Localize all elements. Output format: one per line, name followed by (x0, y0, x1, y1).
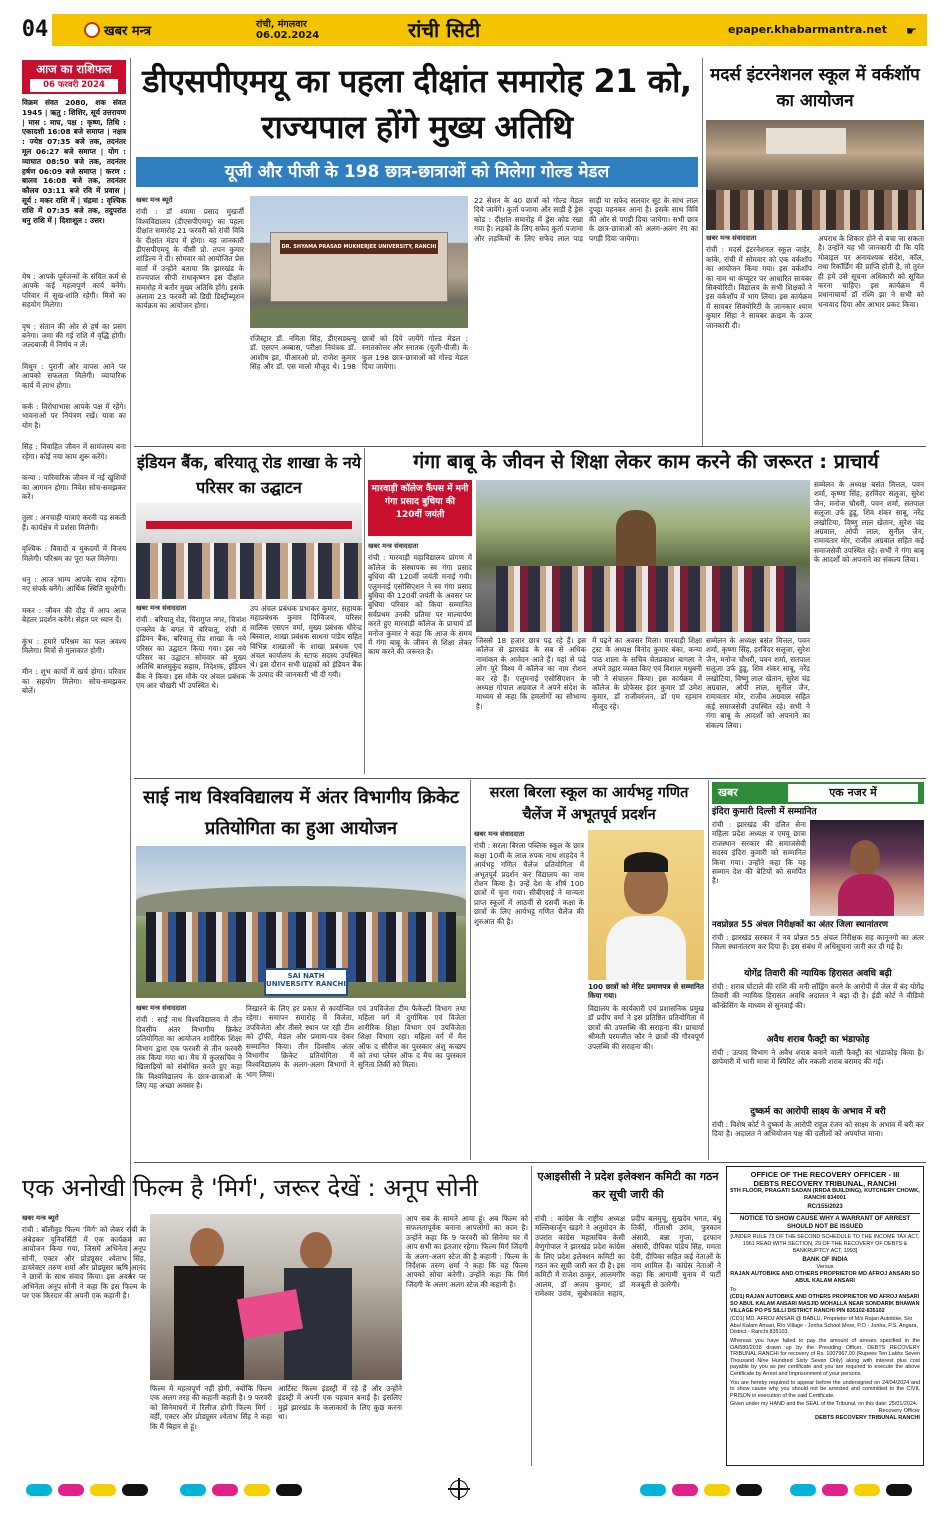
rashifal-item: वृष : संतान की ओर से हर्ष का प्रसंग बनेगा। जमा की गई राशि में वृद्धि होगी। जल्दबाजी में निर्णय न लें। (22, 321, 126, 350)
mothers-text-a-body: रांची : मदर्स इंटरनेशनल स्कूल जाहेर, कांके, रांची में सोमवार को एक वर्कशॉप का आयोजन किया गया। इस वर्कशॉप का नाम था कंप्यूटर पर आधारित सायबर सिक्योरिटी। विद्यालय के सभी शिक्षकों ने इस वर्कशॉप में भाग लिया। इस कार्यक्रम में सायबर सिक्योरिटी के जानकार श्याम कुमार सिंहा ने सायबर क्राइम के ऊपर जानकारी दी। (706, 245, 812, 330)
film-text-a (22, 1214, 146, 1464)
news-short-text-1: रांची : झारखंड की दलित सेना महिला प्रदेश अध्यक्ष व एमयू छात्रा राजस्थान सरकार की समाजसेवी सदस्य इंदिरा कुमारी को सम्मानित किया गया। उन्होंने कहा कि यह सम्मान देश की बेटियों को समर्पित है। (712, 820, 806, 886)
notice-body-2: You are hereby required to appear before the undersigned on 24/04/2024 and to show cause why you should not be arrested and committed to the CIVIL PRISON in execution of the said Certificate. (730, 1379, 920, 1399)
news-short-title-2: नवप्रोन्नत 55 अंचल निरीक्षकों का अंतर जिला स्थानांतरण (712, 920, 888, 930)
rashifal-header (22, 60, 126, 94)
ganga-byline: खबर मन्त्र संवाददाता (368, 542, 419, 550)
rashifal-date: 06 फरवरी 2024 (30, 79, 118, 92)
lead-text-mid: रजिस्ट्रार डॉ. नमिता सिंह, डीएसडब्ल्यू डॉ. एसएन अब्बास, परीक्षा नियंत्रक डॉ. आशीष झा, पीआरओ प्रो. राजेश कुमार सिंह और डॉ. एस मालो मौजूद थे। 198 छात्रों को दिये जायेंगे गोल्ड मेडल : स्नातकोत्तर और स्नातक (यूजी-पीजी) के कुल 198 छात्र-छात्राओं को गोल्ड मेडल दिया जायेगा। (250, 334, 468, 372)
aicc-text: रांची : कांग्रेस के राष्ट्रीय अध्यक्ष मल्लिकार्जुन खड़गे ने अनुमोदन के उपरांत कांग्रेस महासचिव केसी वेणुगोपाल ने झारखंड प्रदेश कांग्रेस के लिए प्रदेश इलेक्शन कमिटी का गठन कर सूची जारी कर दी है। इस कमिटी में राजेश ठाकुर, आलमगीर आलम, डॉ अजय कुमार, डॉ रामेश्वर उरांव, सुबोधकांत सहाय, प्रदीप बलमुचू, सुखदेव भगत, बंधु तिर्की, गीताश्री उरांव, फुरकान अंसारी, बन्ना गुप्ता, इरफान अंसारी, दीपिका पांडेय सिंह, ममता देवी, दीपिका सहित कई नेताओं के नाम शामिल हैं। कांग्रेस नेताओं ने कहा कि आगामी चुनाव में पार्टी मजबूती से उतरेगी। (535, 1214, 721, 1299)
news-short-label: खबर (718, 786, 738, 799)
workshop-photo (706, 120, 924, 230)
rashifal-item: धनु : आज भाग्य आपके साथ रहेगा। नए संपर्क बनेंगे। आर्थिक स्थिति सुधरेगी। (22, 574, 126, 594)
city-day: रांची, मंगलवार (256, 19, 307, 30)
indian-bank-text-a (136, 604, 246, 774)
panchang-text: विक्रम संवत 2080, शक संवत 1945 | ऋतु : शिशिर, सूर्य उत्तरायण | मास : माघ, पक्ष : कृष्ण, तिथि : एकादशी 16:08 बजे समाप्त | नक्षत्र : ज्येष्ठ 07:35 बजे तक, तदनंतर मूल 06:27 बजे समाप्त | योग : व्याघात 08:50 बजे तक, तदनंतर हर्षण 06:09 बजे समाप्त | करण : बालव 16:08 बजे तक, तदनंतर कौलव 03:11 बजे रवि में प्रवास | सूर्य : मकर राशि में | चंद्रमा : वृश्चिक राशि में 07:35 बजे तक, तदुपरांत धनु राशि में | दिशाशूल : उत्तर। (22, 98, 126, 225)
lead-byline: खबर मन्त्र ब्यूरो (136, 196, 173, 204)
masthead (18, 14, 927, 46)
column-divider (702, 58, 703, 446)
news-short-text-4: रांची : उत्पाद विभाग ने अवैध शराब बनाने वाली फैक्ट्री का भंडाफोड़ किया है। छापेमारी में भारी मात्रा में स्पिरिट और नकली शराब बरामद की गई। (712, 1048, 924, 1067)
film-byline: खबर मन्त्र ब्यूरो (22, 1214, 59, 1222)
rashifal-item: कुंभ : हमारे परिश्रम का फल अवश्य मिलेगा। मित्रों से मुलाकात होगी। (22, 636, 126, 655)
footer-color-bar (0, 1478, 945, 1517)
sainath-text-a-body: रांची : साईं नाथ विश्वविद्यालय में तीन दिवसीय अंतर विभागीय क्रिकेट प्रतियोगिता का आयोजन शारीरिक शिक्षा विभाग द्वारा एक फरवरी से तीन फरवरी तक किया गया था। मैच में कुलसचिव ने खिलाड़ियों को संबोधित करते हुए कहा कि विश्वविद्यालय के छात्र-छात्राओं के लिए यह अच्छा अवसर है। (136, 1015, 242, 1091)
notice-header-2: DEBTS RECOVERY TRIBUNAL, RANCHI (753, 1179, 897, 1188)
aicc-headline: एआइसीसी ने प्रदेश इलेक्शन कमिटी का गठन कर सूची जारी की (537, 1170, 719, 1201)
sarla-headline: सरला बिरला स्कूल का आर्यभट्ट गणित चैलेंज में अभूतपूर्व प्रदर्शन (489, 785, 689, 823)
film-event-photo (150, 1214, 402, 1380)
column-divider (364, 448, 365, 774)
issue-date: 06.02.2024 (256, 30, 320, 41)
rashifal-item: तुला : अनचाही यात्राएं करनी पड़ सकती हैं। कार्यक्षेत्र में प्रशंसा मिलेगी। (22, 513, 126, 532)
notice-party-1: BANK OF INDIA (802, 1257, 848, 1264)
column-divider (531, 1166, 532, 1466)
row-divider (134, 778, 926, 779)
notice-given: Given under my HAND and the SEAL of the Tribunal, on this date: 25/01/2024. (730, 1401, 918, 1408)
notice-rule: [UNDER RULE 73 OF THE SECOND SCHEDULE TO THE INCOME TAX ACT, 1961 READ WITH SECTION, 29 OF THE RECOVERY OF DEBTS & BANKRUPTCY ACT, 1993] (730, 1234, 920, 1254)
mothers-byline: खबर मन्त्र संवाददाता (706, 234, 757, 242)
notice-cd2: (CD1) MD. AFROJ ANSAR @ BABLU, Proprietor of M/s Rajan Autobike, S/o Abul Kalam Ansari, R/o Village - Jonha School More, P.O - Jonha, P.S. Angara, District - Ranchi 835103. (730, 1316, 918, 1336)
ganga-text-a-body: रांची : मारवाड़ी महाविद्यालय प्रांगण में कॉलेज के संस्थापक स्व गंगा प्रसाद बुधिया की 120वीं जयंती मनाई गयी। एलुमनाई एसोसिएशन ने स्व गंगा प्रसाद बुधिया की 120वीं जयंती के अवसर पर बुधिया परिवार को किया सम्मानित सर्वप्रथम उनकी प्रतिमा पर माल्यार्पण करते हुए मारवाड़ी कॉलेज के प्राचार्य डॉ मनोज कुमार ने कहा कि आज के समय में गंगा बाबू के जीवन से शिक्षा लेकर काम करने की जरूरत है। (368, 553, 472, 657)
mothers-headline: मदर्स इंटरनेशनल स्कूल में वर्कशॉप का आयोजन (710, 65, 920, 111)
sainath-text-a (136, 1004, 242, 1160)
notice-signature-1: Recovery Officer (878, 1407, 920, 1414)
lead-headline: डीएसपीएमयू का पहला दीक्षांत समारोह 21 को, राज्यपाल होंगे मुख्य अतिथि (142, 62, 692, 146)
rashifal-title: आज का राशिफल (36, 62, 112, 76)
news-short-text-2: रांची : झारखंड सरकार ने नव प्रोन्नत 55 अंचल निरीक्षक सह कानूनगो का अंतर जिला स्थानांतरण कर दिया है। इस संबंध में अधिसूचना जारी कर दी गई है। (712, 933, 924, 952)
epaper-url[interactable]: epaper.khabarmantra.net (728, 23, 887, 36)
student-portrait-photo (588, 830, 704, 980)
mothers-text-b: अपराध के शिकार होने से बचा जा सकता है। उन्होंने यह भी जानकारी दी कि यदि मोबाइल पर अनावश्यक संदेश, कॉल, तथा रिकॉर्डिंग की प्राप्ति होती है, तो तुरंत ही हमें उसे सूचना अधिकारी को सूचित करना चाहिए। इस कार्यक्रम में प्रधानाचार्या डॉ रश्मि झा ने सभी को धन्यवाद दिया और आभार प्रकट किया। (818, 234, 924, 309)
notice-header-1: OFFICE OF THE RECOVERY OFFICER - III (750, 1170, 900, 1179)
column-divider (470, 780, 471, 1160)
notice-signature-2: DEBTS RECOVERY TRIBUNAL RANCHI (815, 1414, 920, 1421)
ganga-text-a (368, 542, 472, 774)
notice-versus: Versus (816, 1264, 834, 1271)
sainath-headline: साई नाथ विश्वविद्यालय में अंतर विभागीय क्रिकेट प्रतियोगिता का हुआ आयोजन (143, 787, 459, 839)
notice-body: Whereas you have failed to pay the amount of arrears specified in the OA/580/2018 drawn up by the Presiding Officer, DEBTS RECOVERY TRIBUNAL RANCHI for recovery of Rs. 1007967.00 (Rupees Ten Lakhs Seven Thousand Nine Hundred Sixty Seven Only) along with interest plus cost payable by you as per certificate and you are required to execute the above Certificate by Arrest and Imprisonment of your persons. (730, 1337, 920, 1377)
news-short-title: एक नजर में (788, 784, 918, 802)
ganga-text-d-body: सम्मेलन के अध्यक्ष बसंत मित्तल, पवन शर्मा, कृष्णा सिंह, हरविंदर सलूजा, सुरेश जैन, मनोज चौधरी, पवन शर्मा, सतपाल सलूजा उर्फ डुडू, शिव शंकर साबू, नरेंद्र लखोटिया, विष्णु लाल खेतान, सुरेश चंद्र अग्रवाल, ओपी लाल, सुनील जैन, रामावतार मोर, राजीव अग्रवाल सहित कई समाजसेवी उपस्थित रहे। सभी ने गंगा बाबू के आदर्शों को अपनाने का संकल्प लिया। (814, 480, 924, 565)
indian-bank-byline: खबर मन्त्र संवाददाता (136, 604, 187, 612)
notice-to: To (730, 1287, 736, 1294)
news-short-text-3: रांची : शराब घोटाले की राशि की मनी लॉड्रिंग करने के आरोपी में जेल में बंद योगेंद्र तिवारी की न्यायिक हिरासत अवधि अदालत ने बढ़ा दी है। ईडी कोर्ट ने वीडियो कॉन्फ्रेंसिंग के माध्यम से सुनवाई की। (712, 982, 924, 1010)
indian-bank-text-a-body: रांची : बरियातू रोड, चिरागुप्त नगर, चित्रांश एन्क्लेव के बगल में बरियातू, रांची में इंडियन बैंक, बरियातू रोड शाखा के नये परिसर का उद्घाटन किया गया। इस नये परिसर का उद्घाटन सोमवार को मुख्य अतिथि बालमुकुंद सहाय, निदेशक, इंडियन बैंक ने किया। इस मौके पर अंचल प्रबंधक एम आर चौखरी भी उपस्थित थे। (136, 615, 246, 691)
cricket-team-photo (136, 846, 466, 998)
lead-subhead: यूजी और पीजी के 198 छात्र-छात्राओं को मिलेगा गोल्ड मेडल (136, 157, 698, 187)
news-short-title-4: अवैध शराब फैक्ट्री का भंडाफोड़ (766, 1035, 870, 1045)
building-sign: DR. SHYAMA PRASAD MUKHERJEE UNIVERSITY, RANCHI (281, 244, 437, 250)
news-short-title-1: इंदिरा कुमारी दिल्ली में सम्मानित (712, 807, 817, 817)
news-short-title-3: योगेंद्र तिवारी की न्यायिक हिरासत अवधि बढ़ी (744, 969, 892, 979)
ganga-text-b: जिससे 18 हजार छात्र पढ़ रहे हैं। इस कॉलेज से झारखंड के सब से अधिक नामांकन के आवेदन आते हैं। यहां से पढ़े लोग पूरे विश्व में कॉलेज का नाम रोशन कर रहे हैं। एलुमनाई एसोसिएशन के अध्यक्ष गोपाल अग्रवाल ने अपने संदेश के माध्यम से कहा कि हमलोगों का सौभाग्य है। (476, 636, 586, 711)
ganga-text-d-cont (814, 480, 924, 774)
film-caption-a: फिल्म में महत्वपूर्ण नहीं होगी, क्योंकि फिल्म एक अलग तरह की कहानी कहती है। 9 फरवरी को सिनेमाघरों में रिलीज होगी फिल्म मिर्ग : वहीं, एक्टर और प्रोड्यूसर श्वेताभ सिंह ने कहा कि मैं बिहार से हूं। (150, 1384, 272, 1431)
notice-case-no: RC/155/2023 (807, 1204, 843, 1210)
notice-address: 5TH FLOOR, PRAGATI SADAN (RRDA BUILDING), KUTCHERY CHOWK, RANCHI 834001 (730, 1188, 920, 1201)
mouse-pointer-icon: ☛ (906, 24, 917, 38)
sarla-text-b: विद्यालय के कार्यकारी एवं प्रशासनिक प्रमुख डॉ प्रदीप वर्मा ने इस प्रतिष्ठित प्रतियोगिता में छात्रों की उपलब्धि की सराहना की। प्राचार्या श्रीमती परमजीत कौर ने छात्रों की गौरवपूर्ण उपलब्धि की सराहना की। (588, 1004, 704, 1051)
film-text-b: आप सब के सामने आया हूं। अब फिल्म को सफलतापूर्वक बनाना आपलोगों का काम है। उन्होंने कहा कि 9 फरवरी को सिनेमा घर में आप सभी का इंतजार रहेगा। फिल्म मिर्ग जिंदगी के अलग-अलग स्टेज की है कहानी : फिल्म के निर्देशक तरुण शर्मा ने कहा कि यह फिल्म आपको सोचा करेगी। उन्होंने कहा कि मिर्ग जिंदगी के अलग अलग स्टेज की कहानी है। (406, 1214, 528, 1289)
university-building-photo (250, 196, 468, 328)
sainath-text-c: एवं उपविजेता टीम फैकेल्टी विभाग तथा महिला वर्ग में दुर्गामिक एवं विजेता शारीरिक शिक्षा विभाग एवं उपविजेता शिक्षा विभाग रहा। महिला वर्ग में मैन ऑफ द सीरीज का पुरस्कार अंशु कच्छप को तथा प्लेयर ऑफ द मैच का पुरस्कार सुनिता तिर्की को मिला। (358, 1004, 466, 1070)
legal-notice (726, 1166, 924, 1466)
news-short-text-5: रांची : विशेष कोर्ट ने दुष्कर्म के आरोपी राहुल रंजन को साक्ष्य के अभाव में बरी कर दिया है। अदालत ने अभियोजन पक्ष की दलीलों को अपर्याप्त माना। (712, 1120, 924, 1139)
award-photo (810, 820, 924, 916)
column-divider (708, 780, 709, 1160)
ganga-highlight-box: मारवाड़ी कॉलेज कैंपस में मनी गंगा प्रसाद बुधिया की 120वीं जयंती (368, 480, 472, 536)
page-number: 04 (18, 14, 52, 46)
rashifal-item: मीन : शुभ कार्यों में खर्च होगा। परिवार का सहयोग मिलेगा। सोच-समझकर बोलें। (22, 667, 126, 696)
brand-name: खबर मन्त्र (104, 24, 152, 39)
lead-text-left-body: रांची : डॉ श्यामा प्रसाद मुखर्जी विश्वविद्यालय (डीएसपीएमयू) का पहला दीक्षांत समारोह 21 फरवरी को रांची विवि के दीक्षांत मंडप में होगा। यह जानकारी डीएसपीएमयू के वीसी प्रो. तपन कुमार शांडिल्य ने दी। सोमवार को आयोजित प्रेस वार्ता में उन्होंने बताया कि झारखंड के राज्यपाल सीपी राधाकृष्णन इस दीक्षांत समारोह में बतौर मुख्य अतिथि होंगे। इसके अलावा 23 फरवरी को डिग्री डिस्ट्रीब्यूशन कार्यक्रम का आयोजन होगा। (136, 207, 244, 311)
rashifal-item: कर्क : विरोधाभास आपके पक्ष में रहेंगे। भावनाओं पर नियंत्रण रखें। यात्रा का योग है। (22, 402, 126, 430)
rashifal-item: मिथुन : पुरानी ओर वापस आने पर आपको सफलता मिलेगी। व्यापारिक कार्य में लाभ होगा। (22, 361, 126, 390)
mothers-text-a (706, 234, 812, 442)
sarla-byline: खबर मन्त्र संवाददाता (474, 830, 525, 838)
sainath-byline: खबर मन्त्र संवाददाता (136, 1004, 187, 1012)
indian-bank-headline: इंडियन बैंक, बरियातू रोड शाखा के नये परिसर का उद्घाटन (137, 453, 361, 497)
bank-inauguration-photo (136, 503, 362, 599)
rashifal-item: मेष : आपके पूर्वजन्मों के संचित कर्म से आपके कई महत्वपूर्ण कार्य बनेंगे। परिवार में सुख-शांति रहेगी। मित्रों का सहयोग मिलेगा। (22, 272, 126, 310)
film-caption-b: आर्टिस्ट फिल्म इंडस्ट्री में रहे हैं और उन्होंने इंडस्ट्री में अपनी एक पहचान बनाई है। इसलिए मुझे झारखंड के कलाकारों के लिए कुछ करना था। (278, 1384, 402, 1422)
film-headline: एक अनोखी फिल्म है 'मिर्ग', जरूर देखें : अनूप सोनी (22, 1174, 479, 1202)
sarla-text-body: रांची : सरला बिरला पब्लिक स्कूल के छात्र कक्षा 10वीं के लाल रुपक नाथ शाहदेव ने आर्यभट्ट गणित चैलेंज प्रतियोगिता में अभूतपूर्व प्रदर्शन कर विद्यालय का नाम रोशन किया है। उन्हें देश के शीर्ष 100 छात्रों में चुना गया। सीबीएसई ने मान्यता प्राप्त स्कूलों में आठवीं से दसवीं कक्षा के छात्रों के लिए आर्यभट्ट गणित चैलेंज की शुरुआत की है। (474, 841, 584, 926)
statue-tribute-photo (476, 480, 810, 632)
column-divider (130, 58, 131, 1278)
sarla-photo-caption: 100 छात्रों को मेरिट प्रमाणपत्र से सम्मानित किया गया। (588, 982, 704, 1001)
news-short-title-5: दुष्कर्म का आरोपी साक्ष्य के अभाव में बरी (750, 1107, 886, 1117)
row-divider (134, 1162, 926, 1163)
ganga-headline: गंगा बाबू के जीवन से शिक्षा लेकर काम करने की जरूरत : प्राचार्य (413, 450, 879, 473)
lead-text-right: 22 सेशन के 40 छात्रों को गोल्ड मेडल दिये जायेंगे। कुर्ता पजामा और साड़ी है ड्रेस कोड : दीक्षांत समारोह में ड्रेस कोड रखा गया है। लड़कों के लिए सफेद कुर्ता पजामा और लड़कियों के लिए सफेद लाल पाड़ साड़ी या सफेद सलवार सूट के साथ लाल दुपट्टा पहनकर आना है। इसके साथ विवि की ओर से पगड़ी दिया जायेगा। सभी छात्र के छात्र-छात्राओं को अलग-अलग रंग का पगड़ी दिया जायेगा। (474, 196, 698, 243)
rashifal-item: कन्या : पारिवारिक जीवन में नई खुशियों का आगमन होगा। निवेश सोच-समझकर करें। (22, 473, 126, 501)
ganga-text-d: सम्मेलन के अध्यक्ष बसंत मित्तल, पवन शर्मा, कृष्णा सिंह, हरविंदर सलूजा, सुरेश जैन, मनोज चौधरी, पवन शर्मा, सतपाल सलूजा उर्फ डुडू, शिव शंकर साबू, नरेंद्र लखोटिया, विष्णु लाल खेतान, सुरेश चंद्र अग्रवाल, ओपी लाल, सुनील जैन, रामावतार मोर, राजीव अग्रवाल सहित कई समाजसेवी उपस्थित रहे। सभी ने गंगा बाबू के आदर्शों को अपनाने का संकल्प लिया। (706, 636, 810, 730)
news-short-header (712, 782, 924, 804)
film-text-a-body: रांची : बॉलीवुड फिल्म 'मिर्ग' को लेकर रांची के अंबेडकर यूनिवर्सिटी में एक कार्यक्रम का आयोजन किया गया, जिसमें अभिनेता अनूप सोनी, एक्टर और प्रोड्यूसर श्वेताभ सिंह, डायरेक्टर तरुण शर्मा और प्रोड्यूसर ऋषि आनंद ने छात्रों के साथ संवाद किया। इस अवसर पर अभिनेता अनूप सोनी ने कहा कि इस फिल्म के पर एक किरदार की अपनी एक कहानी है। (22, 1225, 146, 1301)
section-title: रांची सिटी (408, 18, 481, 42)
indian-bank-text-b: उप अंचल प्रबंधक प्रभाकर कुमार, सहायक महाप्रबंधक कुमार दिग्विजय, परिसर मालिक एसएन वर्मा, मुख्य प्रबंधक धीरेन्द्र बिस्वाल, शाखा प्रबंधक साधना पांडेय सहित विभिन्न शाखाओं के शाखा प्रबंधक एवं अंचल कार्यालय के स्टाफ सदस्य उपस्थित थे। इस दौरान सभी ग्राहकों को इंडियन बैंक के उत्पाद की जानकारी भी दी गयी। (250, 604, 362, 679)
row-divider (134, 446, 926, 447)
rashifal-list (22, 272, 126, 1275)
rashifal-item: वृश्चिक : विवादों व मुकदमों में विजय मिलेगी। परिश्रम का पूरा फल मिलेगा। (22, 544, 126, 563)
rashifal-item: मकर : जीवन की दौड़ में आप आज बेहतर प्रदर्शन करेंगे। सेहत पर ध्यान दें। (22, 605, 126, 625)
sarla-text (474, 830, 584, 1160)
sainath-text-b: निखारने के लिए हर प्रकार से कार्यान्वित रहेगा। समापन समारोह में विजेता, उपविजेता और तीसरे स्थान पर रही टीम को ट्रॉफी, मेडल और प्रमाण-पत्र देकर सम्मानित किया। तीन दिवसीय अंतर विभागीय क्रिकेट प्रतियोगिता में विश्वविद्यालय के अलग-अलग विभागों ने भाग लिया। (246, 1004, 354, 1079)
rashifal-item: सिंह : विवाहित जीवन में सामंजस्य बना रहेगा। कोई नया काम शुरू करेंगे। (22, 442, 126, 461)
ganga-text-c: में पढ़ने का अवसर मिला। मारवाड़ी शिक्षा ट्रस्ट के अध्यक्ष विनोद कुमार बंका, कन्या पाठ शाला के सचिव चेतप्रकाश बागला ने अपने उद्गार व्यक्त किए एवं विशाल मधुबनी जी ने संचालन किया। इस कार्यक्रम में कॉलेज के प्रोफेसर इंदर कुमार डॉ उमेश कुमार, डॉ राजीवरंजन, डॉ एम रहमान मौजूद रहे। (592, 636, 702, 711)
brand-logo-icon (84, 22, 100, 38)
lead-text-left (136, 196, 244, 442)
university-banner: SAI NATH UNIVERSITY RANCHI (264, 968, 348, 996)
notice-party-2: RAJAN AUTOBIKE AND OTHERS PROPRIETOR MD AFROJ ANSARI SO ABUL KALAM ANSARI (730, 1271, 920, 1285)
notice-cd1: (CD1) RAJAN AUTOBIKE AND OTHERS PROPRIETOR MD AFROJ ANSARI SO ABUL KALAM ANSARI MASJID MOHALLA NEAR SONDARIK BHAWAN VILLAGE PO PS SILLI DISTRICT RANCHI PIN 835102-835102 (730, 1294, 920, 1314)
notice-title: NOTICE TO SHOW CAUSE WHY A WARRANT OF ARREST SHOULD NOT BE ISSUED (730, 1213, 920, 1232)
